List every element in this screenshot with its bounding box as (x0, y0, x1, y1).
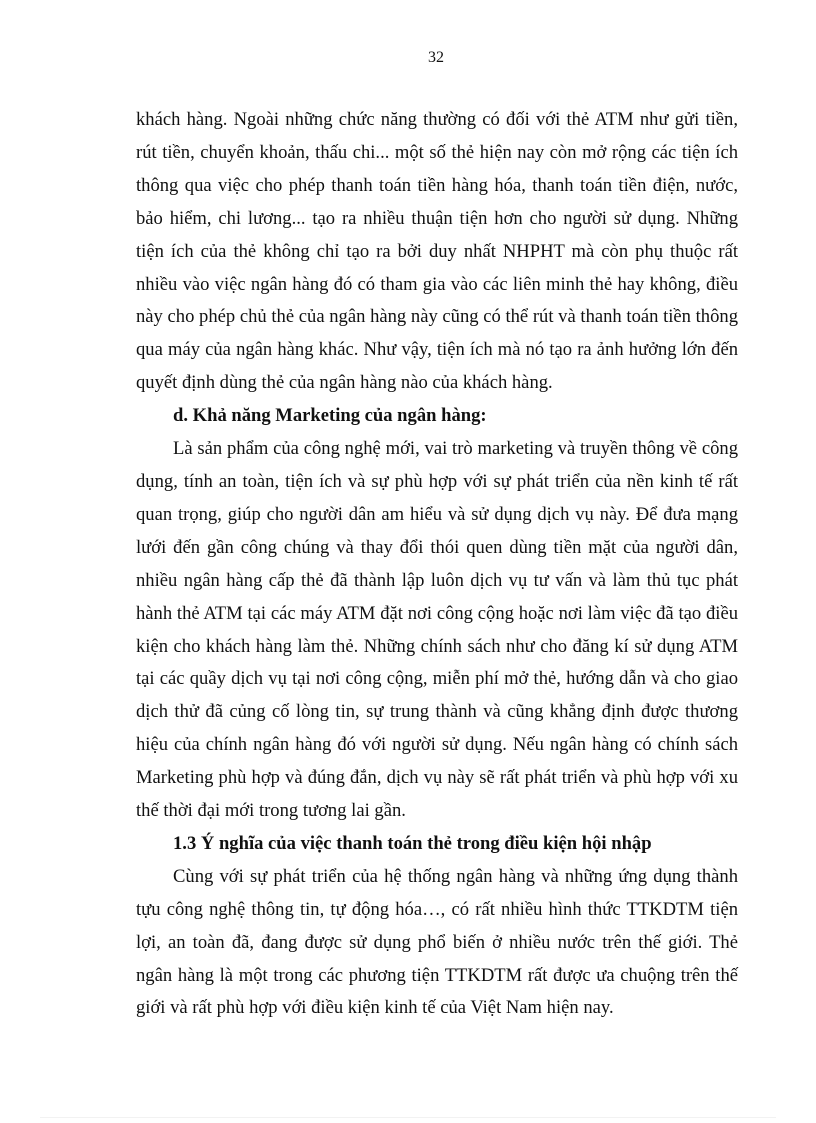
page-number: 32 (428, 49, 444, 66)
section-heading-marketing: d. Khả năng Marketing của ngân hàng: (173, 405, 487, 427)
paragraph-significance: Cùng với sự phát triển của hệ thống ngân hàng và những ứng dụng thành tựu công nghệ thông tin, tự động hóa…, có rất nhiều hình thức TTKDTM tiện lợi, an toàn đã, đang được sử dụng phổ biến ở nhiều nước trên thế giới. Thẻ ngân hàng là một trong các phương tiện TTKDTM rất được ưa chuộng trên thế giới và rất phù hợp với điều kiện kinh tế của Việt Nam hiện nay. (136, 865, 738, 1019)
paragraph-marketing: Là sản phẩm của công nghệ mới, vai trò marketing và truyền thông về công dụng, tính an toàn, tiện ích và sự phù hợp với sự phát triển của nền kinh tế rất quan trọng, giúp cho người dân am hiểu và sử dụng dịch vụ này. Để đưa mạng lưới đến gần công chúng và thay đổi thói quen dùng tiền mặt của người dân, nhiều ngân hàng cấp thẻ đã thành lập luôn dịch vụ tư vấn và làm thủ tục phát hành thẻ ATM tại các máy ATM đặt nơi công cộng hoặc nơi làm việc đã tạo điều kiện cho khách hàng làm thẻ. Những chính sách như cho đăng kí sử dụng ATM tại các quầy dịch vụ tại nơi công cộng, miễn phí mở thẻ, hướng dẫn và cho giao dịch thử đã củng cố lòng tin, sự trung thành và cũng khẳng định được thương hiệu của chính ngân hàng đó với người sử dụng. Nếu ngân hàng có chính sách Marketing phù hợp và đúng đắn, dịch vụ này sẽ rất phát triển và phù hợp với xu thế thời đại mới trong tương lai gần. (136, 438, 738, 822)
page-bottom-divider (40, 1117, 776, 1118)
paragraph-card-utilities: khách hàng. Ngoài những chức năng thường có đối với thẻ ATM như gửi tiền, rút tiền, chuyển khoản, thấu chi... một số thẻ hiện nay còn mở rộng các tiện ích thông qua việc cho phép thanh toán tiền hàng hóa, thanh toán tiền điện, nước, bảo hiểm, chi lương... tạo ra nhiều thuận tiện hơn cho người sử dụng. Những tiện ích của thẻ không chỉ tạo ra bởi duy nhất NHPHT mà còn phụ thuộc rất nhiều vào việc ngân hàng đó có tham gia vào các liên minh thẻ hay không, điều này cho phép chủ thẻ của ngân hàng này cũng có thể rút và thanh toán tiền thông qua máy của ngân hàng khác. Như vậy, tiện ích mà nó tạo ra ảnh hưởng lớn đến quyết định dùng thẻ của ngân hàng nào của khách hàng. (136, 109, 738, 394)
section-heading-1-3: 1.3 Ý nghĩa của việc thanh toán thẻ trong điều kiện hội nhập (173, 832, 652, 854)
document-body (136, 104, 738, 1025)
